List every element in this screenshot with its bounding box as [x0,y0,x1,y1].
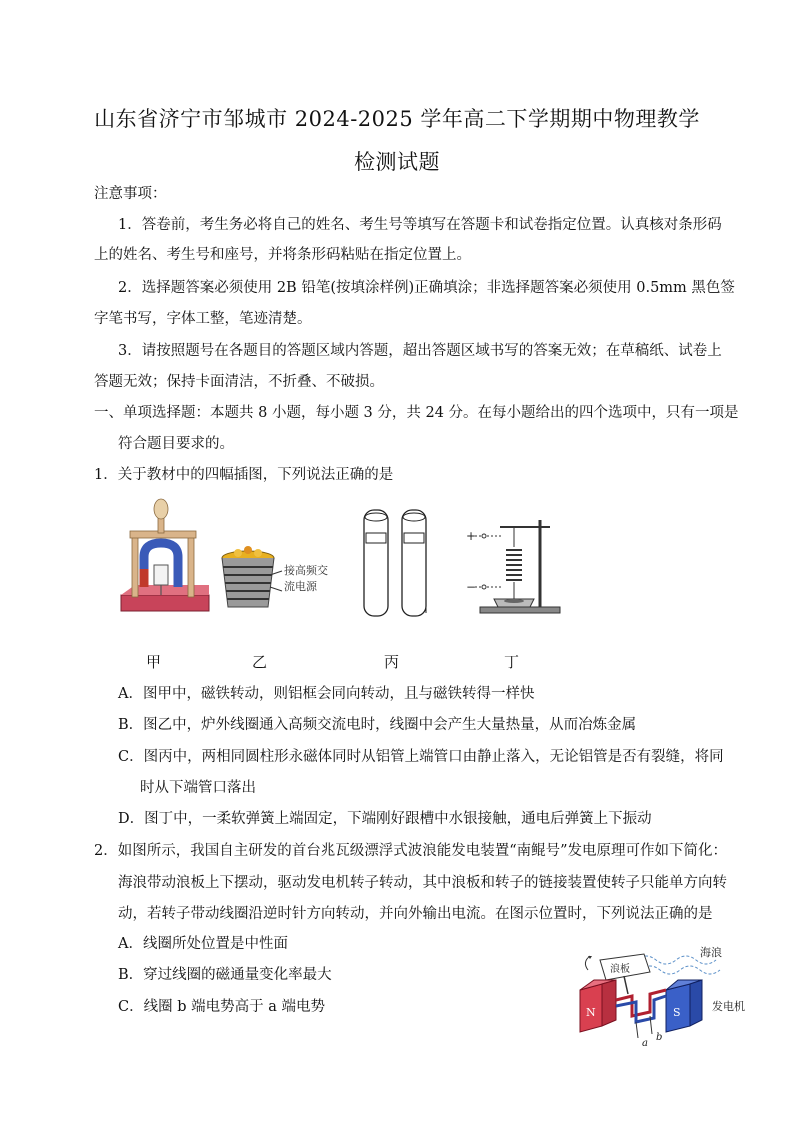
notice-item-2-line-2: 字笔书写，字体工整，笔迹清楚。 [94,311,312,327]
q1-stem: 1．关于教材中的四幅插图，下列说法正确的是 [94,467,394,483]
figure-label-bing: 丙 [384,653,400,671]
notice-item-1-line-2: 上的姓名、考生号和座号，并将条形码粘贴在指定位置上。 [94,247,471,263]
q2-stem-line-1: 2．如图所示，我国自主研发的首台兆瓦级漂浮式波浪能发电装置“南鲲号”发电原理可作如下简化： [94,843,728,859]
page-title: 山东省济宁市邹城市 2024-2025 学年高二下学期期中物理教学 [94,107,700,131]
page-title-line2: 检测试题 [354,150,440,174]
q2-option-b: B．穿过线圈的磁通量变化率最大 [118,967,332,983]
notice-item-3-line-2: 答题无效；保持卡面清洁，不折叠、不破损。 [94,374,384,390]
q1-option-b: B．图乙中，炉外线圈通入高频交流电时，线圈中会产生大量热量，从而冶炼金属 [118,717,637,733]
plus-sign: + [466,529,477,543]
figure-jia [121,499,209,611]
figure-yi [222,546,328,607]
figure-bing [364,510,426,616]
terminal-b-label: b [656,1032,663,1043]
section-1-heading: 一、单项选择题：本题共 8 小题，每小题 3 分，共 24 分。在每小题给出的四个选项中，只有一项是 [94,405,739,421]
q2-option-a: A．线圈所处位置是中性面 [118,936,288,952]
minus-sign: − [466,580,477,594]
q1-option-d: D．图丁中，一柔软弹簧上端固定，下端刚好跟槽中水银接触，通电后弹簧上下振动 [118,811,652,827]
notice-item-2-line-1: 2．选择题答案必须使用 2B 铅笔(按填涂样例)正确填涂；非选择题答案必须使用 0.5mm 黑色签 [118,280,735,296]
board-label: 浪板 [610,964,630,975]
figure-ding [466,520,560,613]
furnace-label-line-2: 流电源 [284,580,317,593]
notice-item-1-line-1: 1．答卷前，考生务必将自己的姓名、考生号等填写在答题卡和试卷指定位置。认真核对条形码 [118,217,722,233]
generator-label: 发电机 [712,1000,745,1013]
q2-option-c: C．线圈 b 端电势高于 a 端电势 [118,999,325,1015]
terminal-a-label: a [642,1038,648,1049]
figure-label-jia: 甲 [146,653,162,671]
q2-generator-figure [572,940,762,1050]
wave-label: 海浪 [700,946,722,959]
notice-item-3-line-1: 3．请按照题号在各题目的答题区域内答题，超出答题区域书写的答案无效；在草稿纸、试卷上 [118,343,722,359]
n-pole-label: N [586,1006,596,1019]
q1-figures [110,495,570,645]
furnace-label-line-1: 接高频交 [284,564,328,577]
section-1-heading-line-2: 符合题目要求的。 [118,436,234,452]
s-pole-label: S [673,1006,681,1019]
q2-stem-line-2: 海浪带动浪板上下摆动，驱动发电机转子转动，其中浪板和转子的链接装置使转子只能单方向转 [118,875,727,891]
figure-label-yi: 乙 [252,653,268,671]
notice-heading: 注意事项： [94,186,167,202]
q1-option-c-line-1: C．图丙中，两相同圆柱形永磁体同时从铝管上端管口由静止落入，无论铝管是否有裂缝，将同 [118,749,724,765]
q2-stem-line-3: 动，若转子带动线圈沿逆时针方向转动，并向外输出电流。在图示位置时，下列说法正确的是 [118,906,713,922]
q1-option-a: A．图甲中，磁铁转动，则铝框会同向转动，且与磁铁转得一样快 [118,686,535,702]
q1-option-c-line-2: 时从下端管口落出 [140,780,256,796]
figure-label-ding: 丁 [504,653,520,671]
